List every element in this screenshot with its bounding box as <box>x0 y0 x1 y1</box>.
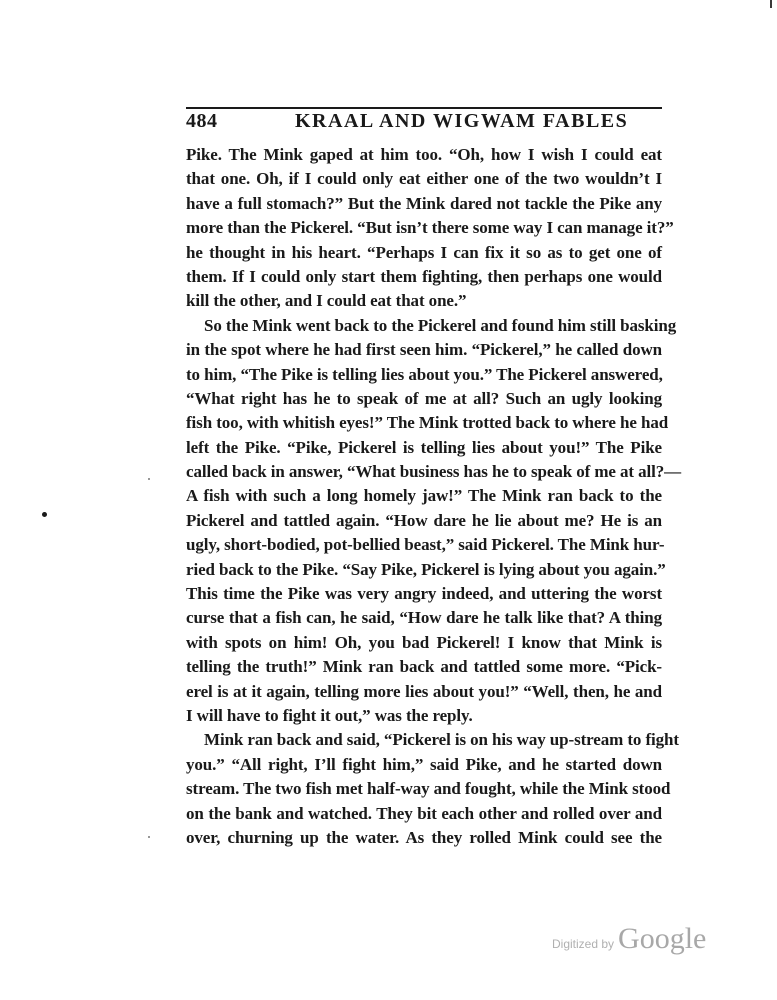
digitized-watermark <box>552 922 706 956</box>
text-line: So the Mink went back to the Pickerel and found him still basking <box>204 315 677 335</box>
text-line: stream. The two fish met half-way and fought, while the Mink stood <box>186 779 671 799</box>
text-line: telling the truth!” Mink ran back and tattled some more. “Pick- <box>186 657 662 677</box>
text-line: Pike. The Mink gaped at him too. “Oh, how I wish I could eat <box>186 145 662 164</box>
text-line: to him, “The Pike is telling lies about you.” The Pickerel answered, <box>186 364 663 384</box>
text-line: called back in answer, “What business has he to speak of me at all?— <box>186 462 682 482</box>
google-logo: Google <box>618 922 707 955</box>
scan-mark <box>770 0 772 8</box>
page-number: 484 <box>186 110 218 132</box>
text-line: them. If I could only start them fighting, then perhaps one would <box>186 266 662 286</box>
text-line: Pickerel and tattled again. “How dare he lie about me? He is an <box>186 510 662 530</box>
text-line: fish too, with whitish eyes!” The Mink trotted back to where he had <box>186 413 669 433</box>
margin-speck <box>148 836 150 838</box>
text-line: that one. Oh, if I could only eat either one of the two wouldn’t I <box>186 169 662 189</box>
text-line: “What right has he to speak of me at all? Such an ugly looking <box>186 388 662 408</box>
text-line: erel is at it again, telling more lies about you!” “Well, then, he and <box>186 681 662 701</box>
text-line: over, churning up the water. As they rolled Mink could see the <box>186 827 662 847</box>
text-line: left the Pike. “Pike, Pickerel is telling lies about you!” The Pike <box>186 437 662 457</box>
margin-speck <box>42 512 47 517</box>
text-line: he thought in his heart. “Perhaps I can fix it so as to get one of <box>186 242 662 262</box>
text-line: curse that a fish can, he said, “How dare he talk like that? A thing <box>186 608 662 628</box>
text-line: This time the Pike was very angry indeed, and uttering the worst <box>186 584 662 604</box>
text-line: ugly, short-bodied, pot-bellied beast,” said Pickerel. The Mink hur- <box>186 535 665 555</box>
margin-speck <box>148 478 150 480</box>
text-line: I will have to fight it out,” was the reply. <box>186 705 473 725</box>
text-line: kill the other, and I could eat that one.” <box>186 291 467 311</box>
running-head: KRAAL AND WIGWAM FABLES <box>295 110 629 132</box>
text-line: you.” “All right, I’ll fight him,” said Pike, and he started down <box>186 754 662 774</box>
text-line: have a full stomach?” But the Mink dared not tackle the Pike any <box>186 193 662 213</box>
text-line: ried back to the Pike. “Say Pike, Pickerel is lying about you again.” <box>186 559 666 579</box>
text-line: with spots on him! Oh, you bad Pickerel! I know that Mink is <box>186 632 662 652</box>
header-rule <box>186 107 662 109</box>
digitized-prefix: Digitized by <box>552 937 615 951</box>
text-line: more than the Pickerel. “But isn’t there some way I can manage it?” <box>186 218 674 238</box>
text-line: on the bank and watched. They bit each other and rolled over and <box>186 803 662 823</box>
body-text <box>186 143 682 850</box>
text-line: A fish with such a long homely jaw!” The Mink ran back to the <box>186 486 662 506</box>
text-line: in the spot where he had first seen him. “Pickerel,” he called down <box>186 340 662 360</box>
text-line: Mink ran back and said, “Pickerel is on his way up-stream to fight <box>204 730 679 750</box>
